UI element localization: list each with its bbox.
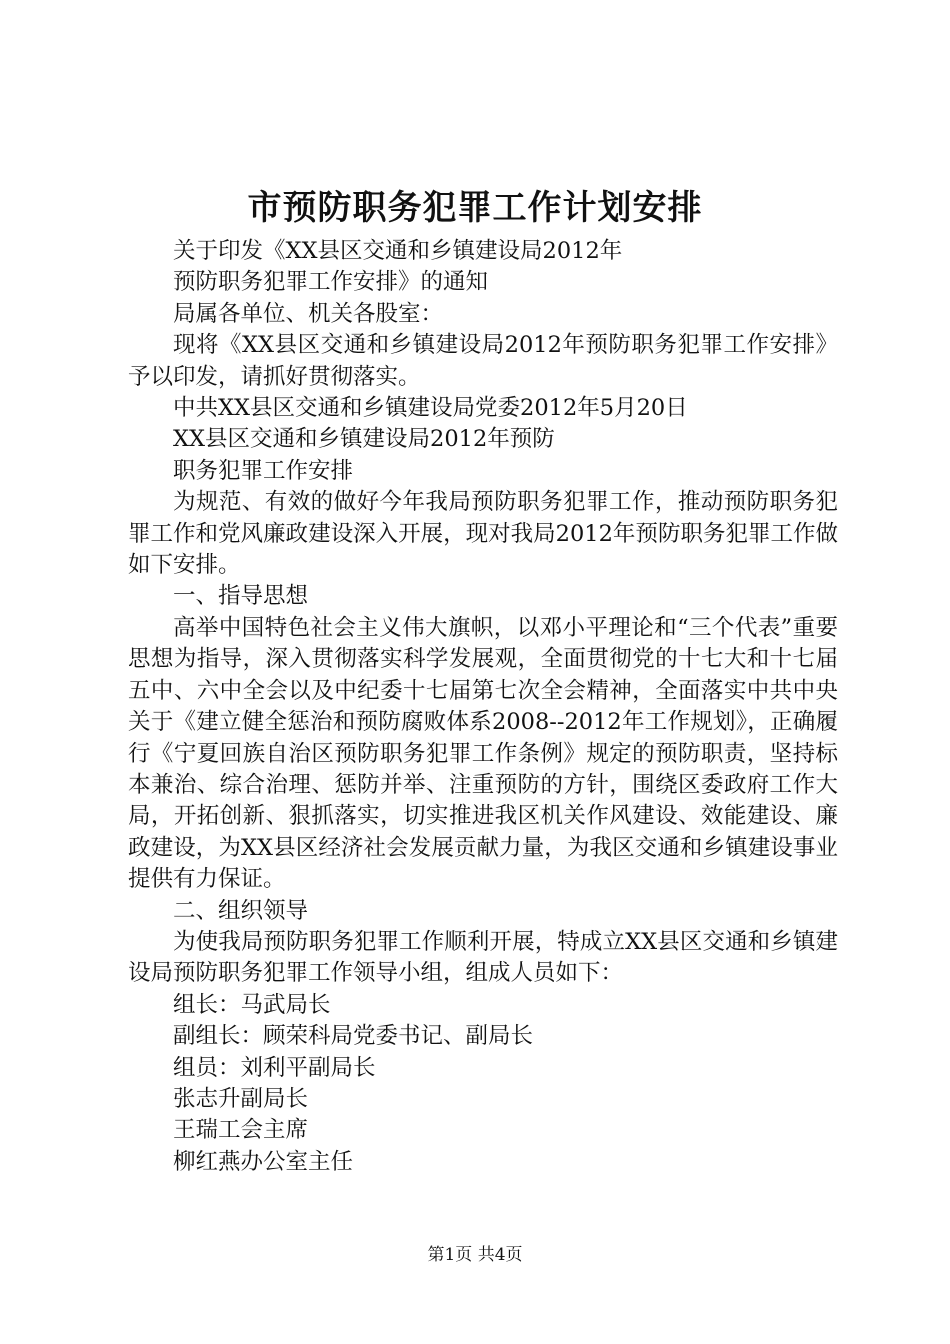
section-heading: 二、组织领导 xyxy=(173,897,309,924)
paragraph: 预防职务犯罪工作安排》的通知 xyxy=(173,269,489,296)
paragraph: 关于印发《XX县区交通和乡镇建设局2012年 xyxy=(173,238,623,264)
paragraph: 局属各单位、机关各股室： xyxy=(173,300,444,327)
paragraph: 中共XX县区交通和乡镇建设局党委2012年5月20日 xyxy=(173,395,688,422)
member-line: 柳红燕办公室主任 xyxy=(173,1148,354,1175)
member-line: 组员：刘利平副局长 xyxy=(173,1054,376,1081)
member-line: 王瑞工会主席 xyxy=(173,1117,309,1144)
document-body xyxy=(128,236,838,1178)
section-heading: 一、指导思想 xyxy=(173,583,309,610)
document-title: 市预防职务犯罪工作计划安排 xyxy=(247,188,703,228)
paragraph: 高举中国特色社会主义伟大旗帜，以邓小平理论和“三个代表”重要思想为指导，深入贯彻落实科学发展观，全面贯彻党的十七大和十七届五中、六中全会以及中纪委十七届第七次全会精神，全面落实中共中央关于《建立健全惩治和预防腐败体系2008--2012年工作规划》，正确履行《宁夏回族自治区预防职务犯罪工作条例》规定的预防职责，坚持标本兼治、综合治理、惩防并举、注重预防的方针，围绕区委政府工作大局，开拓创新、狠抓落实，切实推进我区机关作风建设、效能建设、廉政建设，为XX县区经济社会发展贡献力量，为我区交通和乡镇建设事业提供有力保证。 xyxy=(128,614,838,893)
paragraph: 为使我局预防职务犯罪工作顺利开展，特成立XX县区交通和乡镇建设局预防职务犯罪工作领导小组，组成人员如下： xyxy=(128,928,838,987)
member-line: 副组长：顾荣科局党委书记、副局长 xyxy=(173,1023,534,1050)
paragraph: XX县区交通和乡镇建设局2012年预防 xyxy=(173,426,555,453)
paragraph: 职务犯罪工作安排 xyxy=(173,457,354,484)
page-number: 第1页 共4页 xyxy=(427,1245,523,1265)
paragraph: 为规范、有效的做好今年我局预防职务犯罪工作，推动预防职务犯罪工作和党风廉政建设深入开展，现对我局2012年预防职务犯罪工作做如下安排。 xyxy=(128,489,838,579)
paragraph: 现将《XX县区交通和乡镇建设局2012年预防职务犯罪工作安排》予以印发，请抓好贯彻落实。 xyxy=(128,332,838,390)
member-line: 张志升副局长 xyxy=(173,1085,309,1112)
member-line: 组长：马武局长 xyxy=(173,991,331,1018)
